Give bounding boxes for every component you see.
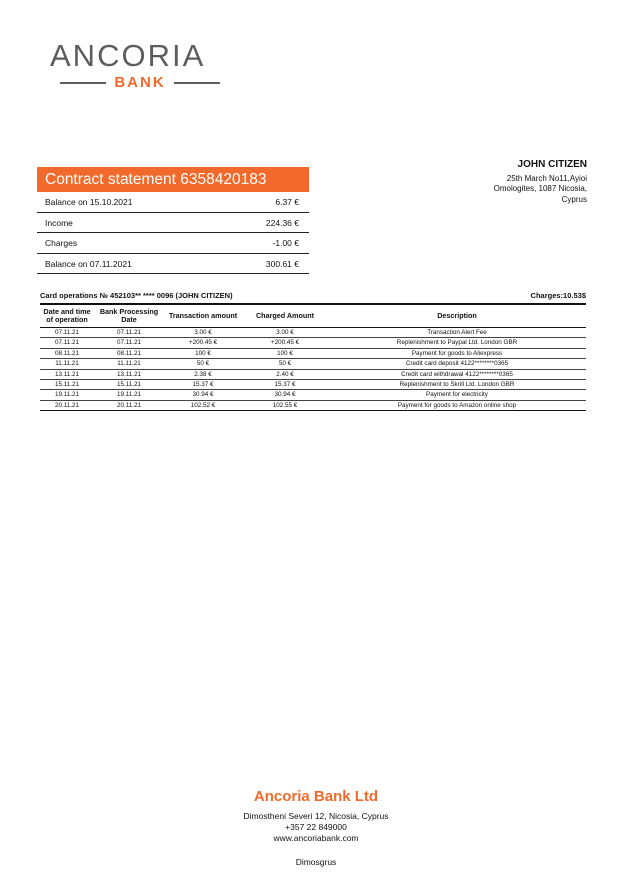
table-row bbox=[40, 369, 586, 379]
cell-description: Payment for goods to Aliexpress bbox=[328, 348, 586, 358]
summary-label: Balance on 07.11.2021 bbox=[45, 258, 132, 269]
cell-date: 07.11.21 bbox=[40, 328, 94, 338]
cell-charged: 100 € bbox=[242, 348, 328, 358]
table-header-row bbox=[40, 304, 586, 328]
summary-label: Income bbox=[45, 217, 73, 228]
table-row bbox=[40, 400, 586, 410]
cell-date: 20.11.21 bbox=[40, 400, 94, 410]
table-row bbox=[40, 348, 586, 358]
summary-value: 6.37 € bbox=[275, 197, 299, 207]
cell-description: Replenishment to Paypal Ltd. London GBR bbox=[328, 338, 586, 348]
cell-processing-date: 20.11.21 bbox=[94, 400, 164, 410]
cell-amount: +200.45 € bbox=[164, 338, 242, 348]
summary-row-income bbox=[37, 213, 309, 234]
summary-value: 224.36 € bbox=[265, 217, 299, 228]
cell-description: Replenishment to Skrill Ltd. London GBR bbox=[328, 380, 586, 390]
header-transaction-amount: Transaction amount bbox=[168, 311, 238, 320]
cell-amount: 100 € bbox=[164, 348, 242, 358]
cell-charged: 102.55 € bbox=[242, 400, 328, 410]
cell-description: Credit card deposit 4122********0365 bbox=[328, 359, 586, 369]
logo-left-rule bbox=[60, 82, 106, 84]
cell-amount: 102.52 € bbox=[164, 400, 242, 410]
contract-summary bbox=[37, 167, 309, 274]
cell-amount: 2.38 € bbox=[164, 369, 242, 379]
footer-website-link[interactable]: www.ancoriabank.com bbox=[273, 833, 359, 843]
cell-amount: 50 € bbox=[164, 359, 242, 369]
summary-value: 300.61 € bbox=[265, 258, 299, 269]
customer-address-block bbox=[494, 160, 587, 205]
bank-logo bbox=[50, 40, 235, 91]
cell-date: 07.11.21 bbox=[40, 338, 94, 348]
cell-processing-date: 08.11.21 bbox=[94, 348, 164, 358]
cell-description: Payment for electricity bbox=[328, 390, 586, 400]
table-row bbox=[40, 328, 586, 338]
summary-label: Balance on 15.10.2021 bbox=[45, 197, 133, 207]
contract-title: Contract statement 6358420183 bbox=[37, 167, 309, 192]
logo-wordmark: ANCORIA bbox=[50, 38, 206, 73]
cell-date: 13.11.21 bbox=[40, 369, 94, 379]
cell-charged: 30.94 € bbox=[242, 390, 328, 400]
cell-processing-date: 11.11.21 bbox=[94, 359, 164, 369]
cell-charged: 50 € bbox=[242, 359, 328, 369]
cell-charged: +200.45 € bbox=[242, 338, 328, 348]
cell-charged: 3.00 € bbox=[242, 328, 328, 338]
card-operations-header bbox=[40, 291, 586, 300]
summary-label: Charges bbox=[45, 238, 78, 248]
footer-city: Dimosgrus bbox=[295, 857, 337, 867]
footer-address: Dimostheni Severi 12, Nicosia, Cyprus bbox=[243, 811, 389, 821]
cell-charged: 15.37 € bbox=[242, 380, 328, 390]
cell-description: Credit card withdrawal 4122********0365 bbox=[328, 369, 586, 379]
cell-charged: 2.40 € bbox=[242, 369, 328, 379]
cell-description: Transaction Alert Fee bbox=[328, 328, 586, 338]
cell-amount: 15.37 € bbox=[164, 380, 242, 390]
cell-description: Payment for goods to Amazon online shop bbox=[328, 400, 586, 410]
cell-date: 11.11.21 bbox=[40, 359, 94, 369]
summary-row-opening-balance bbox=[37, 192, 309, 213]
customer-name: JOHN CITIZEN bbox=[517, 159, 587, 170]
cell-amount: 3.00 € bbox=[164, 328, 242, 338]
table-row bbox=[40, 380, 586, 390]
footer-bank-name: Ancoria Bank Ltd bbox=[253, 788, 379, 805]
table-row bbox=[40, 338, 586, 348]
cell-date: 15.11.21 bbox=[40, 380, 94, 390]
card-operations-label: Card operations № 452103** **** 0096 (JOHN CITIZEN) bbox=[40, 291, 233, 300]
footer bbox=[0, 788, 632, 868]
header-processing-date: Bank Processing Date bbox=[99, 307, 159, 324]
logo-right-rule bbox=[174, 82, 220, 84]
header-description: Description bbox=[437, 311, 477, 320]
summary-row-closing-balance bbox=[37, 254, 309, 275]
table-row bbox=[40, 390, 586, 400]
address-line-1: 25th March No11,Ayioi bbox=[506, 173, 587, 183]
card-charges: Charges:10.53$ bbox=[530, 291, 586, 300]
header-charged-amount: Charged Amount bbox=[255, 311, 315, 320]
header-date: Date and time of operation bbox=[43, 307, 91, 324]
logo-subline bbox=[60, 74, 220, 91]
cell-processing-date: 13.11.21 bbox=[94, 369, 164, 379]
cell-amount: 30.94 € bbox=[164, 390, 242, 400]
address-line-3: Cyprus bbox=[561, 194, 587, 204]
table-row bbox=[40, 359, 586, 369]
cell-date: 19.11.21 bbox=[40, 390, 94, 400]
summary-row-charges bbox=[37, 233, 309, 254]
cell-processing-date: 07.11.21 bbox=[94, 328, 164, 338]
cell-processing-date: 15.11.21 bbox=[94, 380, 164, 390]
card-operations-table bbox=[40, 303, 586, 411]
logo-bank-text: BANK bbox=[114, 74, 166, 91]
summary-value: -1.00 € bbox=[272, 238, 299, 248]
cell-processing-date: 19.11.21 bbox=[94, 390, 164, 400]
cell-date: 08.11.21 bbox=[40, 348, 94, 358]
address-line-2: Omologites, 1087 Nicosia, bbox=[493, 184, 587, 193]
cell-processing-date: 07.11.21 bbox=[94, 338, 164, 348]
footer-phone: +357 22 849000 bbox=[285, 822, 347, 832]
